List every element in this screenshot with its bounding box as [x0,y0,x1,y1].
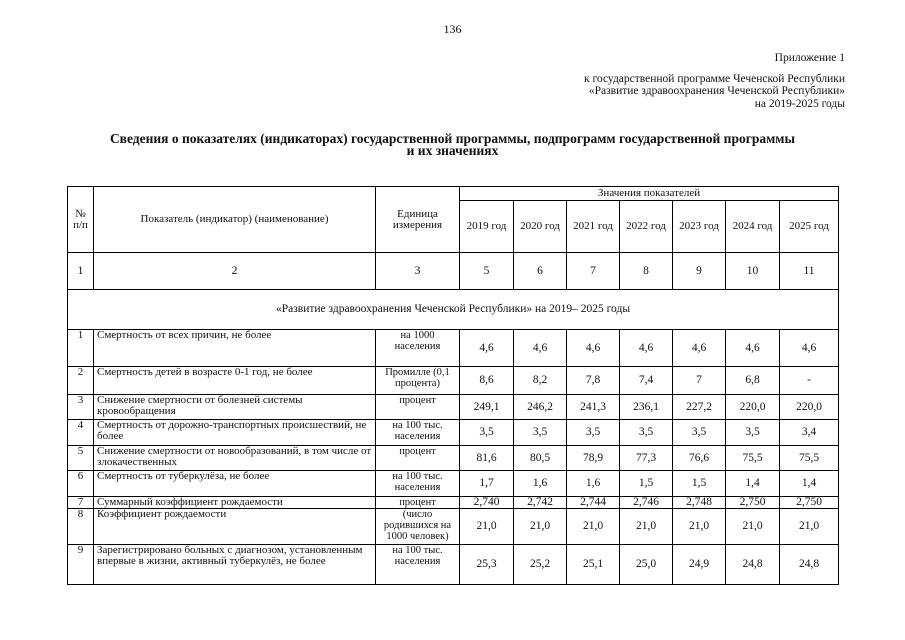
indicator-value: 21,0 [460,509,514,545]
column-number: 6 [514,253,567,290]
row-number: 7 [68,497,94,509]
indicator-value: 21,0 [567,509,620,545]
indicator-value: 78,9 [567,446,620,471]
appendix-label: Приложение 1 [774,52,845,64]
row-number: 4 [68,420,94,446]
indicator-value: 24,8 [726,545,780,585]
appendix-line: «Развитие здравоохранения Чеченской Республики» [588,85,845,97]
indicator-value: 220,0 [726,395,780,420]
indicator-value: 2,744 [567,497,620,509]
indicator-value: 241,3 [567,395,620,420]
header-row [68,187,839,201]
indicator-value: 81,6 [460,446,514,471]
appendix-block [584,52,845,110]
indicator-value: 80,5 [514,446,567,471]
header-year: 2021 год [567,201,620,253]
table-row [68,509,839,545]
indicator-name: Коэффициент рождаемости [94,509,376,545]
indicator-value: 76,6 [673,446,726,471]
row-number: 6 [68,471,94,497]
header-indicator: Показатель (индикатор) (наименование) [94,187,376,253]
indicator-unit: процент [376,395,460,420]
indicator-value: 25,2 [514,545,567,585]
indicator-value: 2,746 [620,497,673,509]
indicator-value: 7,4 [620,367,673,395]
indicator-name: Зарегистрировано больных с диагнозом, установленным впервые в жизни, активный туберкулёз, не более [94,545,376,585]
indicator-value: 1,7 [460,471,514,497]
column-number: 7 [567,253,620,290]
indicator-name: Суммарный коэффициент рождаемости [94,497,376,509]
indicator-value: 4,6 [620,330,673,367]
indicator-value: 21,0 [514,509,567,545]
table-row [68,545,839,585]
column-number: 3 [376,253,460,290]
column-number: 10 [726,253,780,290]
indicator-value: 77,3 [620,446,673,471]
indicator-value: 21,0 [780,509,839,545]
row-number: 2 [68,367,94,395]
indicator-value: 3,5 [673,420,726,446]
row-number: 5 [68,446,94,471]
indicator-name: Снижение смертности от новообразований, в том числе от злокачественных [94,446,376,471]
header-values-group: Значения показателей [460,187,839,201]
indicator-unit: (число родившихся на 1000 человек) [376,509,460,545]
table-row [68,330,839,367]
indicator-unit: на 100 тыс. населения [376,471,460,497]
section-row [68,290,839,330]
indicator-value: 1,6 [514,471,567,497]
indicator-name: Смертность детей в возрасте 0-1 год, не более [94,367,376,395]
title-line: Сведения о показателях (индикаторах) государственной программы, подпрограмм государственной программы [109,131,796,146]
indicator-value: 1,4 [780,471,839,497]
indicator-value: 7 [673,367,726,395]
appendix-line: к государственной программе Чеченской Республики [584,72,845,85]
indicator-unit: процент [376,497,460,509]
document-title [40,133,865,157]
header-year: 2022 год [620,201,673,253]
indicator-unit: на 1000 населения [376,330,460,367]
indicator-value: 21,0 [726,509,780,545]
indicator-name: Снижение смертности от болезней системы кровообращения [94,395,376,420]
indicator-value: 4,6 [460,330,514,367]
indicator-value: 4,6 [673,330,726,367]
page-number: 136 [443,22,462,36]
indicator-value: 1,6 [567,471,620,497]
indicator-value: 2,740 [460,497,514,509]
title-line: и их значениях [406,143,499,158]
indicator-value: 25,0 [620,545,673,585]
indicator-value: 2,748 [673,497,726,509]
table-row [68,420,839,446]
indicator-value: 236,1 [620,395,673,420]
indicator-value: 21,0 [620,509,673,545]
indicator-value: 2,750 [726,497,780,509]
row-number: 3 [68,395,94,420]
indicator-value: 2,750 [780,497,839,509]
indicator-value: 4,6 [780,330,839,367]
indicator-value: 3,5 [514,420,567,446]
header-num: № п/п [68,187,94,253]
indicator-name: Смертность от дорожно-транспортных происшествий, не более [94,420,376,446]
header-year: 2024 год [726,201,780,253]
appendix-line: на 2019-2025 годы [754,97,845,110]
column-number: 2 [94,253,376,290]
column-number: 9 [673,253,726,290]
indicator-value: 25,3 [460,545,514,585]
indicator-value: 3,5 [726,420,780,446]
indicator-value: 227,2 [673,395,726,420]
indicator-unit: процент [376,446,460,471]
row-number: 9 [68,545,94,585]
indicator-name: Смертность от туберкулёза, не более [94,471,376,497]
row-number: 1 [68,330,94,367]
table-row [68,395,839,420]
indicator-value: 246,2 [514,395,567,420]
indicator-value: 8,2 [514,367,567,395]
indicator-value: 3,4 [780,420,839,446]
table-row [68,367,839,395]
indicator-value: 6,8 [726,367,780,395]
indicator-value: 1,5 [620,471,673,497]
indicator-value: 21,0 [673,509,726,545]
header-year: 2019 год [460,201,514,253]
column-number: 8 [620,253,673,290]
indicator-name: Смертность от всех причин, не более [94,330,376,367]
indicator-value: 75,5 [780,446,839,471]
header-year: 2025 год [780,201,839,253]
section-title: «Развитие здравоохранения Чеченской Республики» на 2019– 2025 годы [68,290,839,330]
indicator-unit: на 100 тыс. населения [376,545,460,585]
indicator-value: 7,8 [567,367,620,395]
table-row [68,446,839,471]
indicator-value: 24,9 [673,545,726,585]
indicator-value: 3,5 [567,420,620,446]
header-year: 2023 год [673,201,726,253]
indicator-value: 1,5 [673,471,726,497]
indicator-value: 249,1 [460,395,514,420]
indicator-value: 2,742 [514,497,567,509]
column-number: 1 [68,253,94,290]
indicator-value: 4,6 [514,330,567,367]
indicator-value: 4,6 [567,330,620,367]
indicator-unit: на 100 тыс. населения [376,420,460,446]
row-number: 8 [68,509,94,545]
indicator-value: 3,5 [620,420,673,446]
header-unit: Единица измерения [376,187,460,253]
indicator-value: 3,5 [460,420,514,446]
indicator-value: 8,6 [460,367,514,395]
indicator-unit: Промилле (0,1 процента) [376,367,460,395]
table-row [68,497,839,509]
header-year: 2020 год [514,201,567,253]
indicator-value: - [780,367,839,395]
indicator-value: 220,0 [780,395,839,420]
indicators-table [67,186,839,585]
indicator-value: 1,4 [726,471,780,497]
indicator-value: 4,6 [726,330,780,367]
indicator-value: 24,8 [780,545,839,585]
table-row [68,471,839,497]
indicator-value: 75,5 [726,446,780,471]
indicator-value: 25,1 [567,545,620,585]
column-number: 5 [460,253,514,290]
column-numbers-row [68,253,839,290]
column-number: 11 [780,253,839,290]
